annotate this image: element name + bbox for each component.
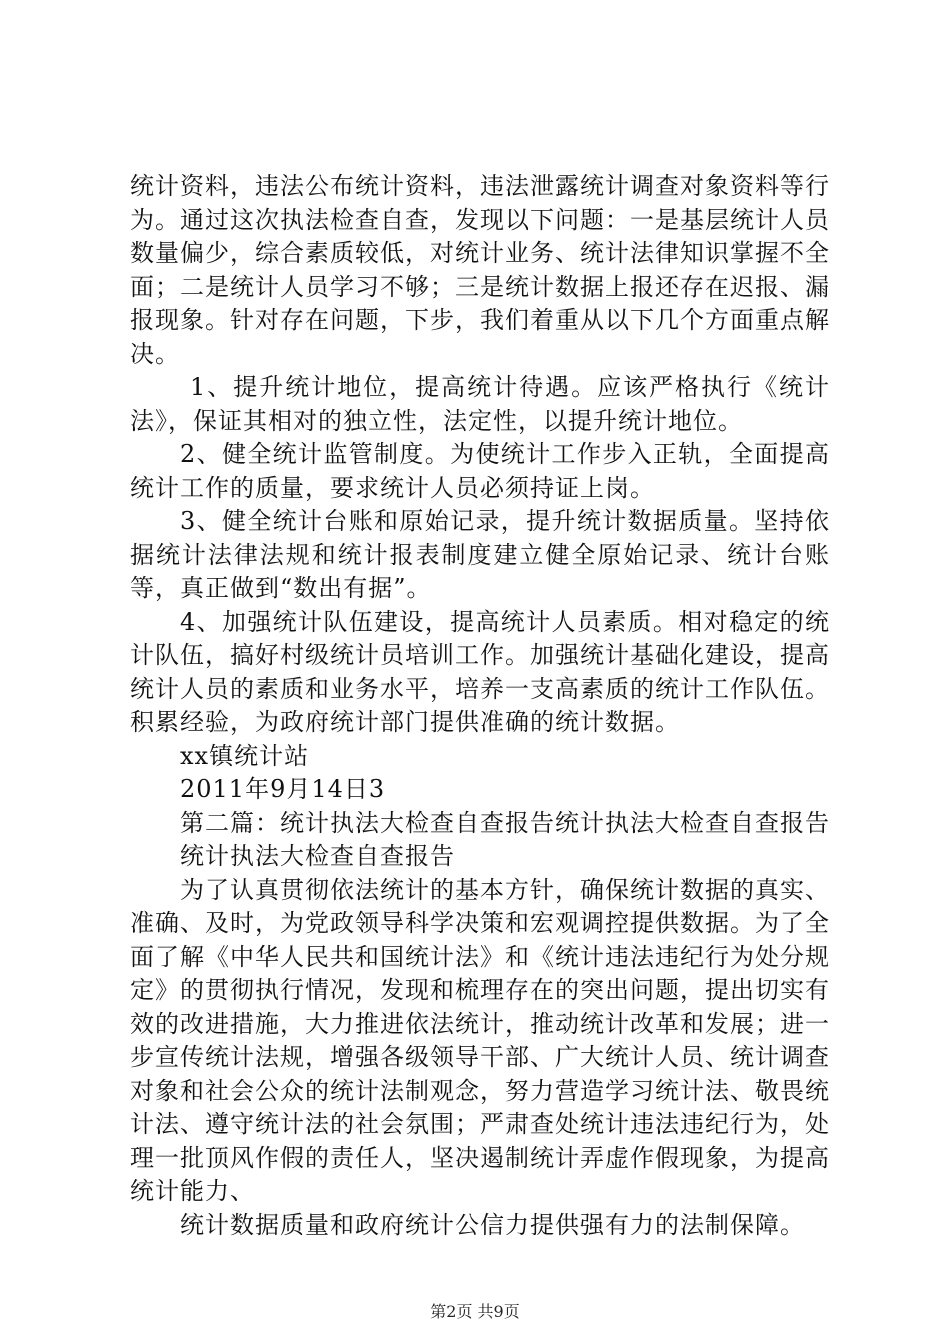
paragraph-findings: 统计资料，违法公布统计资料，违法泄露统计调查对象资料等行为。通过这次执法检查自查，发现以下问题：一是基层统计人员数量偏少，综合素质较低，对统计业务、统计法律知识掌握不全面；二是统计人员学习不够；三是统计数据上报还存在迟报、漏报现象。针对存在问题，下步，我们着重从以下几个方面重点解决。 xyxy=(130,172,830,368)
page-footer xyxy=(0,1299,950,1322)
paragraph-item-1: 1、提升统计地位，提高统计待遇。应该严格执行《统计法》，保证其相对的独立性，法定性，以提升统计地位。 xyxy=(130,373,830,435)
paragraph-item-4: 4、加强统计队伍建设，提高统计人员素质。相对稳定的统计队伍，搞好村级统计员培训工作。加强统计基础化建设，提高统计人员的素质和业务水平，培养一支高素质的统计工作队伍。积累经验，为政府统计部门提供准确的统计数据。 xyxy=(130,607,830,736)
date-line: 2011年9月14日3 xyxy=(180,775,386,803)
section-heading: 第二篇：统计执法大检查自查报告统计执法大检查自查报告 xyxy=(180,808,830,837)
report-title: 统计执法大检查自查报告 xyxy=(180,842,455,870)
paragraph-item-3: 3、健全统计台账和原始记录，提升统计数据质量。坚持依据统计法律法规和统计报表制度建立健全原始记录、统计台账等，真正做到“数出有据”。 xyxy=(130,507,830,602)
paragraph-item-2: 2、健全统计监管制度。为使统计工作步入正轨，全面提高统计工作的质量，要求统计人员必须持证上岗。 xyxy=(130,440,830,502)
document-body xyxy=(130,170,830,1242)
page-number: 第2页 共9页 xyxy=(430,1302,520,1321)
paragraph-closing: 统计数据质量和政府统计公信力提供强有力的法制保障。 xyxy=(180,1210,805,1239)
signature-line: xx镇统计站 xyxy=(180,741,310,770)
paragraph-intro: 为了认真贯彻依法统计的基本方针，确保统计数据的真实、准确、及时，为党政领导科学决策和宏观调控提供数据。为了全面了解《中华人民共和国统计法》和《统计违法违纪行为处分规定》的贯彻执行情况，发现和梳理存在的突出问题，提出切实有效的改进措施，大力推进依法统计，推动统计改革和发展；进一步宣传统计法规，增强各级领导干部、广大统计人员、统计调查对象和社会公众的统计法制观念，努力营造学习统计法、敬畏统计法、遵守统计法的社会氛围；严肃查处统计违法违纪行为，处理一批顶风作假的责任人，坚决遏制统计弄虚作假现象，为提高统计能力、 xyxy=(130,875,830,1205)
